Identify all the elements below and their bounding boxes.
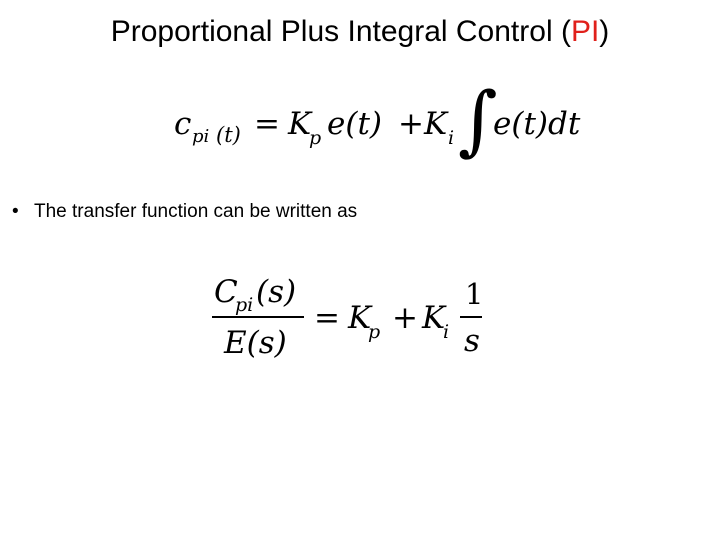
proportional-gain-symbol: K <box>288 106 312 142</box>
fraction-denominator: s <box>464 323 480 359</box>
equals-sign: = <box>254 106 280 142</box>
integrand: e(t)dt <box>493 106 581 142</box>
plus-sign: + <box>398 106 424 142</box>
title-accent: PI <box>570 15 600 48</box>
equals-sign: = <box>314 300 340 336</box>
integral-gain-subscript: i <box>448 127 455 149</box>
plus-sign: + <box>392 300 418 336</box>
title-close: ) <box>599 15 610 48</box>
integral-gain-symbol: K <box>424 106 448 142</box>
error-term: e(t) <box>327 106 382 142</box>
integral-sign-icon: ∫ <box>458 75 498 164</box>
numerator-symbol: C <box>214 274 238 310</box>
title-text: Proportional Plus Integral Control ( <box>110 15 571 48</box>
slide-title <box>0 12 720 52</box>
pi-time-domain-equation <box>140 72 620 182</box>
proportional-gain-subscript: p <box>368 321 381 343</box>
fraction-numerator: 1 <box>465 277 484 311</box>
output-subscript: pi <box>192 126 210 147</box>
proportional-gain-symbol: K <box>348 300 372 336</box>
bullet-marker: • <box>12 201 19 222</box>
integral-gain-subscript: i <box>443 321 450 343</box>
bullet-list <box>12 198 357 226</box>
numerator-argument: (s) <box>256 274 297 310</box>
integral-gain-symbol: K <box>422 300 446 336</box>
pi-transfer-function-equation <box>190 262 510 372</box>
numerator-subscript: pi <box>235 294 254 316</box>
bullet-text: The transfer function can be written as <box>34 201 358 222</box>
proportional-gain-subscript: p <box>309 127 322 149</box>
list-item <box>12 198 357 226</box>
output-symbol: c <box>174 106 192 142</box>
output-argument: (t) <box>216 123 241 147</box>
denominator: E(s) <box>224 325 287 361</box>
